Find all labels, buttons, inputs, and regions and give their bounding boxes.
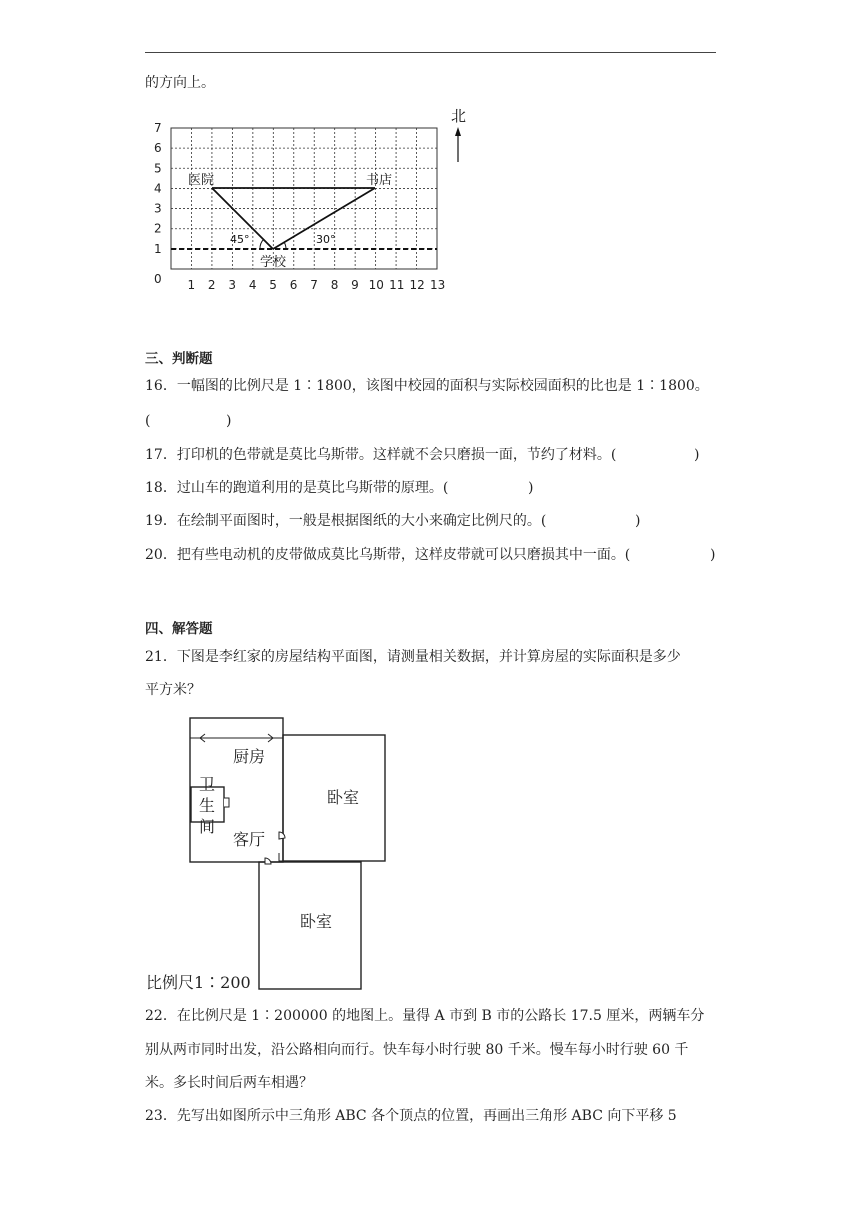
bedroom-2-label: 卧室 xyxy=(300,912,333,931)
question-22-line-1: 22．在比例尺是 1∶200000 的地图上。量得 A 市到 B 市的公路长 17.5 厘米，两辆车分 xyxy=(145,1008,705,1024)
north-label: 北 xyxy=(451,107,467,125)
q16-paren-close: ) xyxy=(226,413,232,429)
question-17: 17．打印机的色带就是莫比乌斯带。这样就不会只磨损一面，节约了材料。( xyxy=(145,447,617,463)
q17-paren-close: ) xyxy=(694,447,700,463)
question-16: 16．一幅图的比例尺是 1∶1800，该图中校园的面积与实际校园面积的比也是 1∶1800。 xyxy=(145,378,709,394)
q19-paren-close: ) xyxy=(635,513,641,529)
x-tick-label: 7 xyxy=(310,278,318,292)
section-3-title: 三、判断题 xyxy=(145,351,213,367)
bedroom-2-door-icon xyxy=(265,858,271,864)
question-21-line-1: 21．下图是李红家的房屋结构平面图，请测量相关数据，并计算房屋的实际面积是多少 xyxy=(145,649,681,665)
kitchen-label: 厨房 xyxy=(233,747,266,766)
header-rule xyxy=(145,52,716,53)
question-22-line-2: 别从两市同时出发，沿公路相向而行。快车每小时行驶 80 千米。慢车每小时行驶 60 千 xyxy=(145,1042,689,1058)
floor-plan-figure xyxy=(140,712,410,997)
q16-paren-open: ( xyxy=(145,413,151,429)
y-tick-label: 1 xyxy=(154,241,162,256)
x-tick-label: 4 xyxy=(248,278,257,292)
x-tick-label: 5 xyxy=(269,278,277,292)
angle-30-label: 30° xyxy=(316,233,336,246)
living-room-label: 客厅 xyxy=(233,830,266,849)
y-tick-label: 3 xyxy=(154,201,162,216)
y-tick-label: 6 xyxy=(154,141,162,156)
bookstore-label: 书店 xyxy=(366,173,393,188)
question-18: 18．过山车的跑道利用的是莫比乌斯带的原理。( xyxy=(145,480,449,496)
bathroom-label-2: 生 xyxy=(199,796,216,815)
x-tick-label: 8 xyxy=(330,278,339,292)
x-tick-label: 13 xyxy=(430,278,446,292)
y-tick-label: 2 xyxy=(154,221,162,236)
x-tick-label: 12 xyxy=(409,278,425,292)
bathroom-door-icon xyxy=(224,798,229,807)
school-label: 学校 xyxy=(260,255,287,270)
angle-45-label: 45° xyxy=(230,233,250,246)
section-4-title: 四、解答题 xyxy=(145,621,213,637)
living-room-door-icon xyxy=(279,832,285,839)
x-tick-label: 10 xyxy=(368,278,384,292)
location-grid-figure xyxy=(140,100,480,300)
y-axis-labels xyxy=(154,121,162,286)
y-tick-label: 5 xyxy=(154,161,162,176)
question-19: 19．在绘制平面图时，一般是根据图纸的大小来确定比例尺的。( xyxy=(145,513,547,529)
y-tick-label: 4 xyxy=(154,181,162,196)
x-tick-label: 3 xyxy=(228,278,237,292)
x-tick-label: 2 xyxy=(207,278,216,292)
hospital-label: 医院 xyxy=(188,173,215,188)
continuation-text: 的方向上。 xyxy=(145,75,215,91)
x-tick-label: 9 xyxy=(351,278,359,292)
bathroom-label-3: 间 xyxy=(199,817,216,836)
q18-paren-close: ) xyxy=(528,480,534,496)
angle-arc-right xyxy=(284,242,286,249)
question-23-line-1: 23．先写出如图所示中三角形 ABC 各个顶点的位置，再画出三角形 ABC 向下平移 5 xyxy=(145,1108,677,1124)
y-tick-label: 0 xyxy=(154,272,162,286)
north-arrowhead-icon xyxy=(455,127,461,136)
grid-border xyxy=(171,128,437,269)
question-22-line-3: 米。多长时间后两车相遇？ xyxy=(145,1075,313,1091)
bedroom-1-door-icon xyxy=(279,853,285,861)
x-tick-label: 1 xyxy=(187,278,196,292)
x-tick-label: 6 xyxy=(289,278,298,292)
x-tick-label: 11 xyxy=(389,278,405,292)
y-tick-label: 7 xyxy=(154,121,162,135)
question-20: 20．把有些电动机的皮带做成莫比乌斯带，这样皮带就可以只磨损其中一面。( xyxy=(145,547,631,563)
grid-lines xyxy=(171,128,437,269)
scale-label: 比例尺1∶200 xyxy=(146,973,251,992)
question-21-line-2: 平方米？ xyxy=(145,682,201,698)
bathroom-label-1: 卫 xyxy=(199,775,216,794)
bedroom-1-label: 卧室 xyxy=(327,788,360,807)
q20-paren-close: ) xyxy=(710,547,716,563)
x-axis-labels xyxy=(187,278,445,292)
